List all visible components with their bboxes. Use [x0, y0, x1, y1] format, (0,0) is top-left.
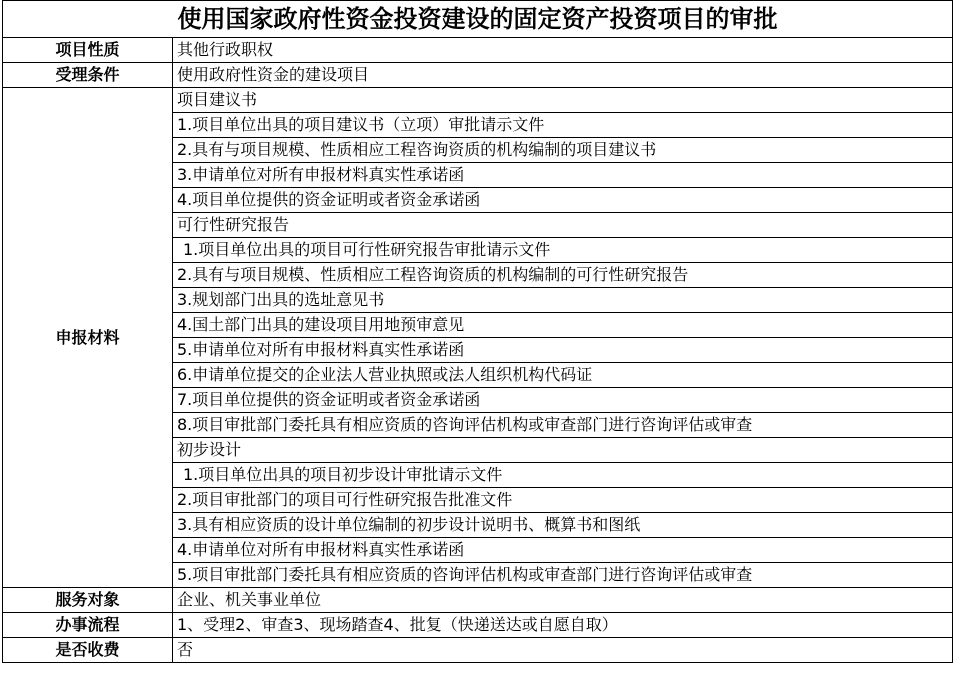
materials-item: 4.申请单位对所有申报材料真实性承诺函 [173, 538, 953, 563]
project-nature-label: 项目性质 [3, 38, 173, 63]
acceptance-label: 受理条件 [3, 63, 173, 88]
materials-item: 6.申请单位提交的企业法人营业执照或法人组织机构代码证 [173, 363, 953, 388]
materials-item: 1.项目单位出具的项目建议书（立项）审批请示文件 [173, 113, 953, 138]
service-target-row [3, 588, 953, 613]
process-value: 1、受理2、审查3、现场踏查4、批复（快递送达或自愿自取） [173, 613, 953, 638]
acceptance-row [3, 63, 953, 88]
materials-item: 8.项目审批部门委托具有相应资质的咨询评估机构或审查部门进行咨询评估或审查 [173, 413, 953, 438]
materials-item: 2.项目审批部门的项目可行性研究报告批准文件 [173, 488, 953, 513]
fee-row [3, 638, 953, 663]
materials-section-heading: 初步设计 [173, 438, 953, 463]
materials-row [3, 88, 953, 113]
materials-item: 7.项目单位提供的资金证明或者资金承诺函 [173, 388, 953, 413]
materials-item: 2.具有与项目规模、性质相应工程咨询资质的机构编制的可行性研究报告 [173, 263, 953, 288]
document-sheet [2, 0, 952, 663]
process-label: 办事流程 [3, 613, 173, 638]
materials-item: 5.项目审批部门委托具有相应资质的咨询评估机构或审查部门进行咨询评估或审查 [173, 563, 953, 588]
materials-item: 1.项目单位出具的项目初步设计审批请示文件 [173, 463, 953, 488]
materials-section-heading: 可行性研究报告 [173, 213, 953, 238]
materials-item: 5.申请单位对所有申报材料真实性承诺函 [173, 338, 953, 363]
materials-item: 3.具有相应资质的设计单位编制的初步设计说明书、概算书和图纸 [173, 513, 953, 538]
process-row [3, 613, 953, 638]
title-row [3, 1, 953, 38]
materials-item: 3.申请单位对所有申报材料真实性承诺函 [173, 163, 953, 188]
acceptance-value: 使用政府性资金的建设项目 [173, 63, 953, 88]
materials-item: 1.项目单位出具的项目可行性研究报告审批请示文件 [173, 238, 953, 263]
materials-item: 4.项目单位提供的资金证明或者资金承诺函 [173, 188, 953, 213]
materials-label: 申报材料 [3, 88, 173, 588]
fee-value: 否 [173, 638, 953, 663]
materials-item: 4.国土部门出具的建设项目用地预审意见 [173, 313, 953, 338]
approval-info-table [2, 0, 953, 663]
materials-item: 2.具有与项目规模、性质相应工程咨询资质的机构编制的项目建议书 [173, 138, 953, 163]
project-nature-row [3, 38, 953, 63]
fee-label: 是否收费 [3, 638, 173, 663]
service-target-label: 服务对象 [3, 588, 173, 613]
service-target-value: 企业、机关事业单位 [173, 588, 953, 613]
materials-section-heading: 项目建议书 [173, 88, 953, 113]
materials-item: 3.规划部门出具的选址意见书 [173, 288, 953, 313]
project-nature-value: 其他行政职权 [173, 38, 953, 63]
document-title: 使用国家政府性资金投资建设的固定资产投资项目的审批 [3, 1, 953, 38]
